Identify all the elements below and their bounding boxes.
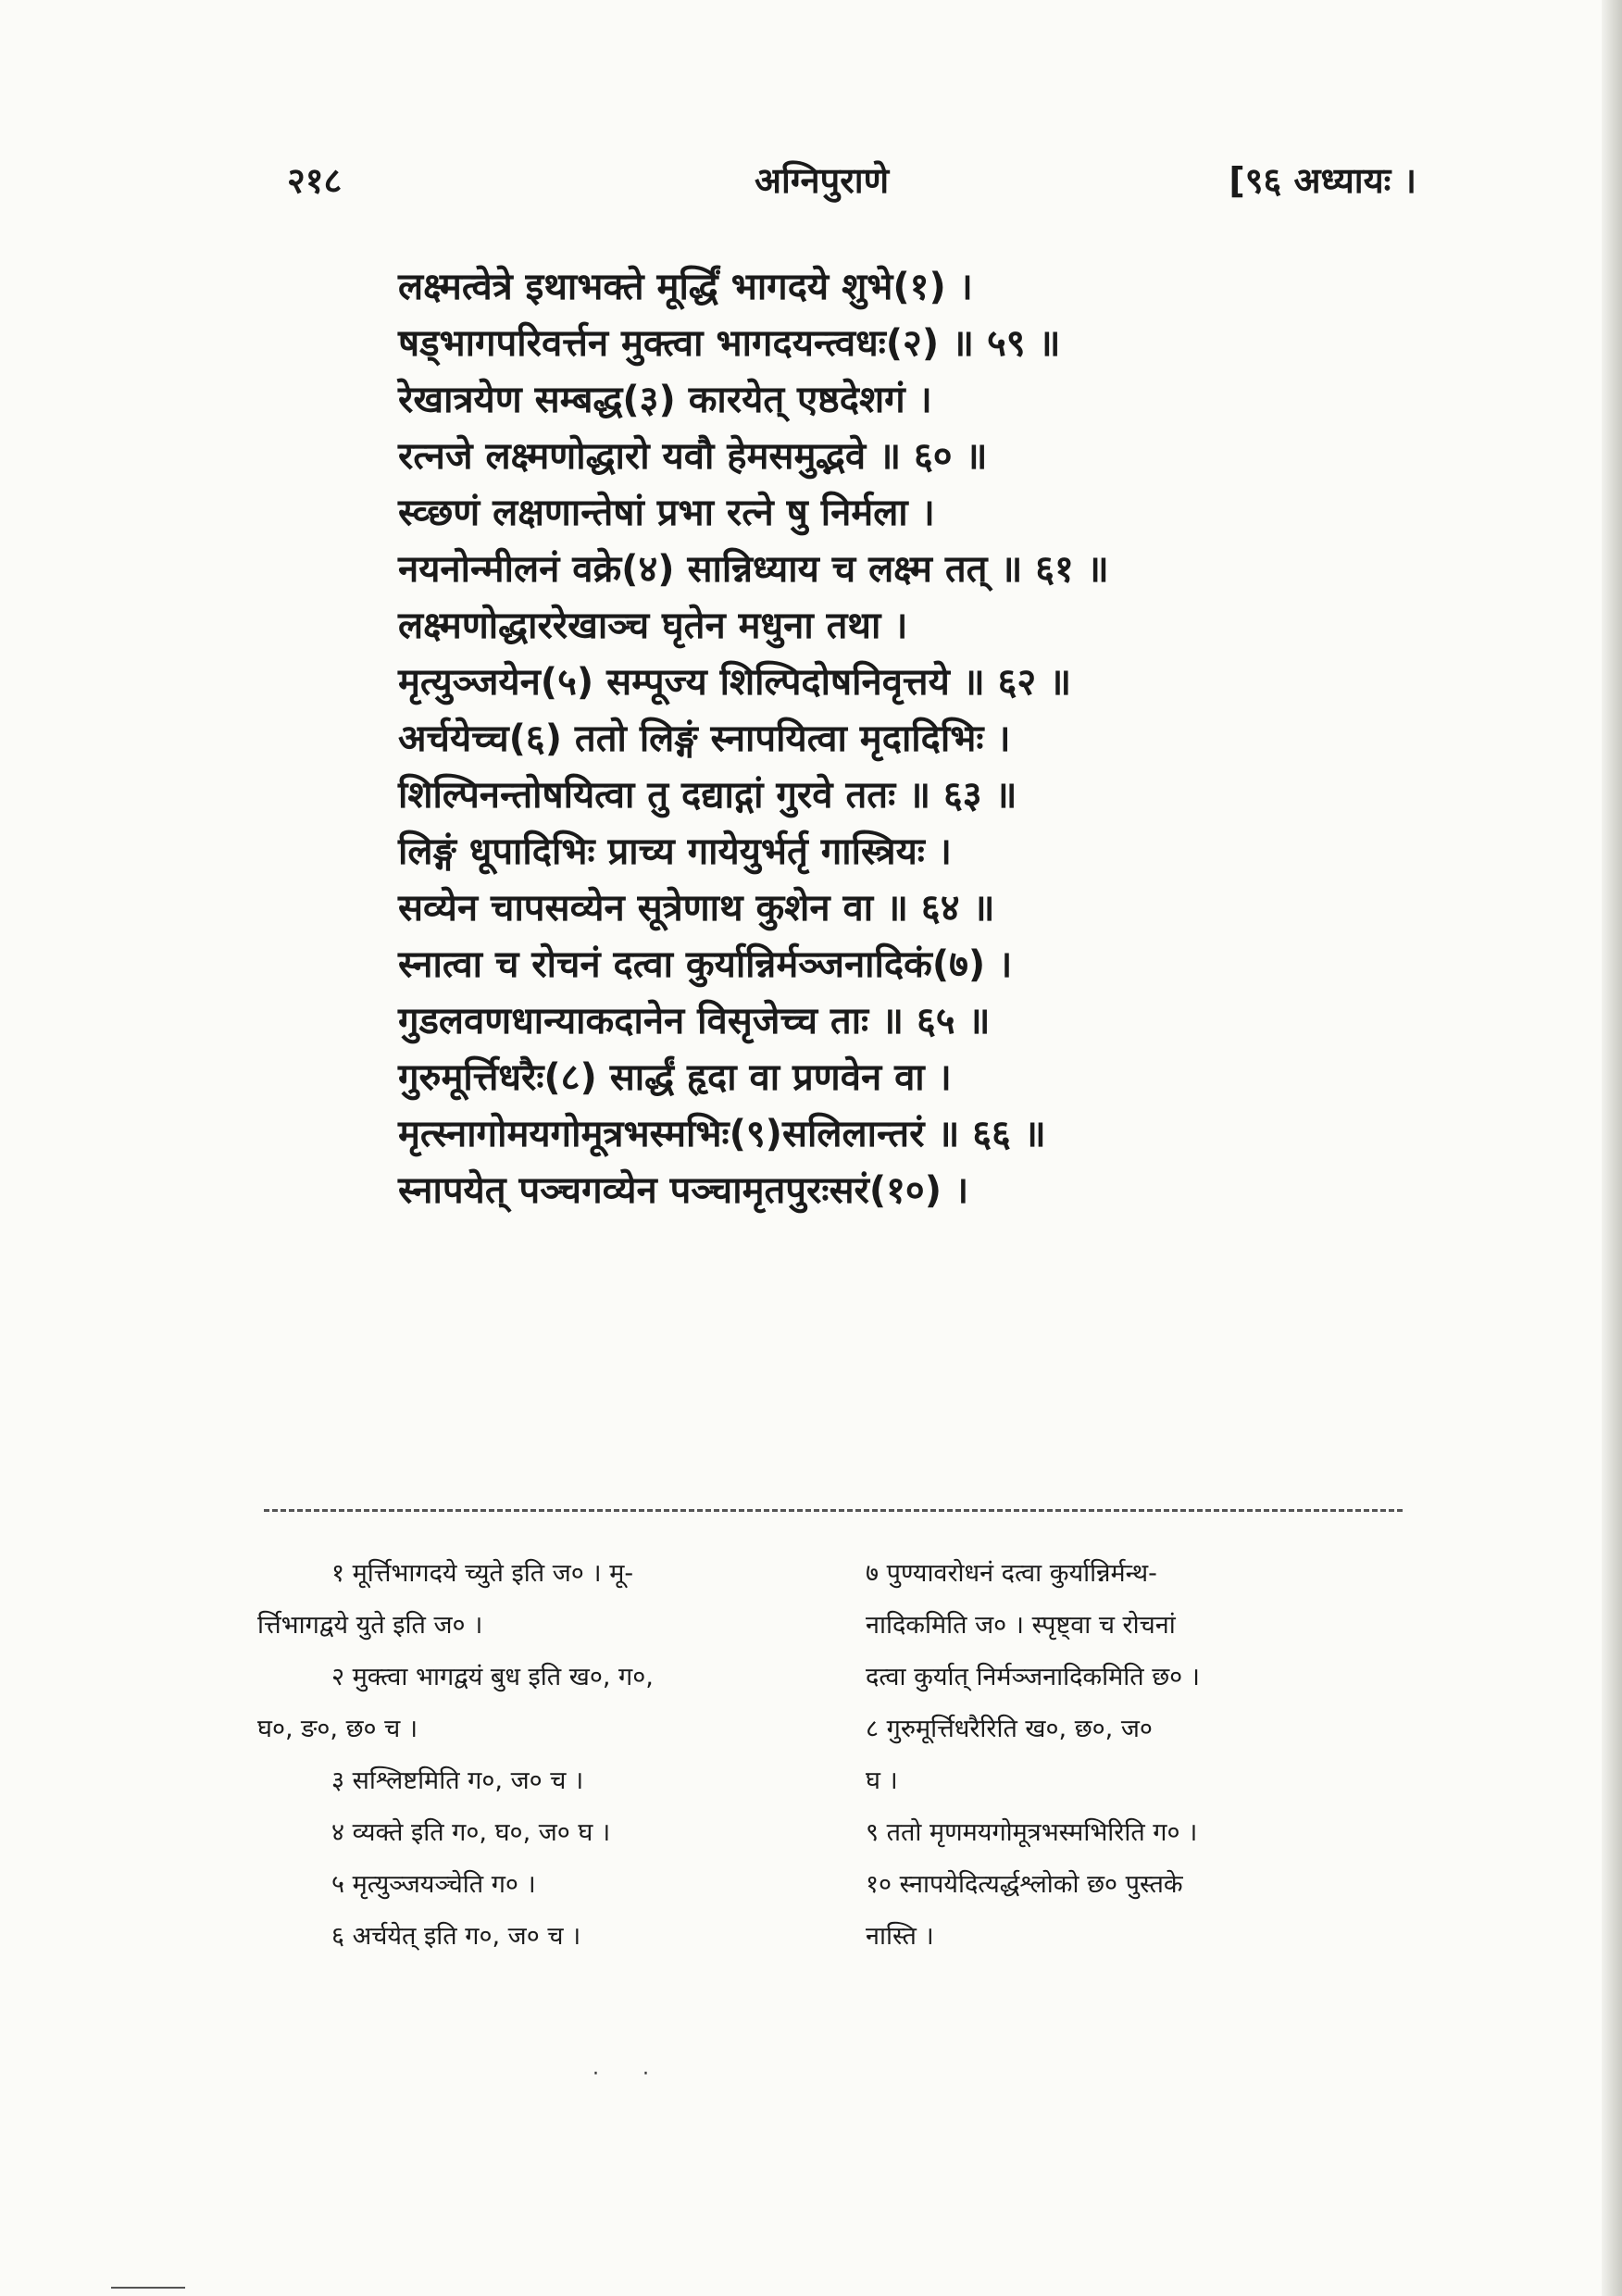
footnote-line: ४ व्यक्ते इति ग०, घ०, ज० घ । [331,1818,611,1847]
page-number: २१८ [287,160,343,201]
footnote-line: ७ पुण्यावरोधनं दत्वा कुर्यान्निर्मन्थ- [866,1559,1157,1588]
footnote-line: नास्ति । [866,1922,934,1951]
chapter-label: [९६ अध्यायः । [1229,160,1416,201]
verse-line: लिङ्गं धूपादिभिः प्राच्य गायेयुर्भर्तृ गास्त्रियः । [398,830,952,873]
footnote-line: दत्वा कुर्यात् निर्मञ्जनादिकमिति छ० । [866,1663,1201,1691]
verse-block [398,259,1398,1219]
footnote-line: घ । [866,1766,898,1795]
verse-line: गुरुमूर्त्तिधरैः(८) सार्द्धं हृदा वा प्रणवेन वा । [398,1056,952,1099]
footnote-line: ९ ततो मृणमयगोमूत्रभस्मभिरिति ग० । [866,1818,1198,1847]
footnote-line: ३ सश्लिष्टमिति ग०, ज० च । [331,1766,584,1795]
verse-line: रत्नजे लक्ष्मणोद्धारो यवौ हेमसमुद्भवे ॥ ६० ॥ [398,435,988,478]
footnotes-left-column [257,1548,831,1963]
verse-line: स्नापयेत् पञ्चगव्येन पञ्चामृतपुरःसरं(१०) । [398,1169,969,1212]
verse-line: मृत्स्नागोमयगोमूत्रभस्मभिः(९)सलिलान्तरं ॥ ६६ ॥ [398,1113,1046,1155]
footnote-divider [264,1509,1403,1512]
print-speck: · · [593,2063,668,2086]
footnotes-right-column [866,1548,1384,1963]
footnote-line: १ मूर्त्तिभागदये च्युते इति ज० । मू- [331,1559,634,1588]
verse-line: मृत्युञ्जयेन(५) सम्पूज्य शिल्पिदोषनिवृत्तये ॥ ६२ ॥ [398,661,1072,704]
verse-line: षड्भागपरिवर्त्तन मुक्त्वा भागदयन्त्वधः(२) ॥ ५९ ॥ [398,322,1061,365]
footnote-line: ८ गुरुमूर्त्तिधरैरिति ख०, छ०, ज० [866,1715,1153,1743]
footnote-line: ५ मृत्युञ्जयञ्चेति ग० । [331,1870,536,1899]
footnote-line: नादिकमिति ज० । स्पृष्ट्वा च रोचनां [866,1611,1176,1640]
verse-line: गुडलवणधान्याकदानेन विसृजेच्च ताः ॥ ६५ ॥ [398,1000,991,1042]
footnote-line: र्त्तिभागद्वये युते इति ज० । [257,1611,483,1640]
footnote-line: ६ अर्चयेत् इति ग०, ज० च । [331,1922,581,1951]
footnote-line: २ मुक्त्वा भागद्वयं बुध इति ख०, ग०, [331,1663,654,1691]
page-edge-shadow [1602,0,1622,2296]
verse-line: स्व्छणं लक्षणान्तेषां प्रभा रत्ने षु निर्मला । [398,492,935,534]
verse-line: लक्ष्मणोद्धाररेखाञ्च घृतेन मधुना तथा । [398,605,908,647]
verse-line: नयनोन्मीलनं वक्रे(४) सान्निध्याय च लक्ष्म तत् ॥ ६१ ॥ [398,548,1109,591]
running-title: अग्निपुराणे [755,160,890,201]
verse-line: अर्चयेच्च(६) ततो लिङ्गं स्नापयित्वा मृदादिभिः । [398,718,1011,760]
verse-line: सव्येन चापसव्येन सूत्रेणाथ कुशेन वा ॥ ६४ ॥ [398,887,995,930]
footnote-line: १० स्नापयेदित्यर्द्धश्लोको छ० पुस्तके [866,1870,1183,1899]
verse-line: स्नात्वा च रोचनं दत्वा कुर्यान्निर्मञ्जनादिकं(७) । [398,943,1013,986]
verse-line: लक्ष्मत्वेत्रे इथाभक्ते मूर्द्धिं भागदये शुभे(१) । [398,266,973,308]
scan-mark [111,2287,185,2289]
running-header [287,156,1416,211]
verse-line: शिल्पिनन्तोषयित्वा तु दद्याद्गां गुरवे ततः ॥ ६३ ॥ [398,774,1017,817]
verse-line: रेखात्रयेण सम्बद्ध(३) कारयेत् एष्ठदेशगं । [398,379,932,421]
footnote-line: घ०, ङ०, छ० च । [257,1715,418,1743]
